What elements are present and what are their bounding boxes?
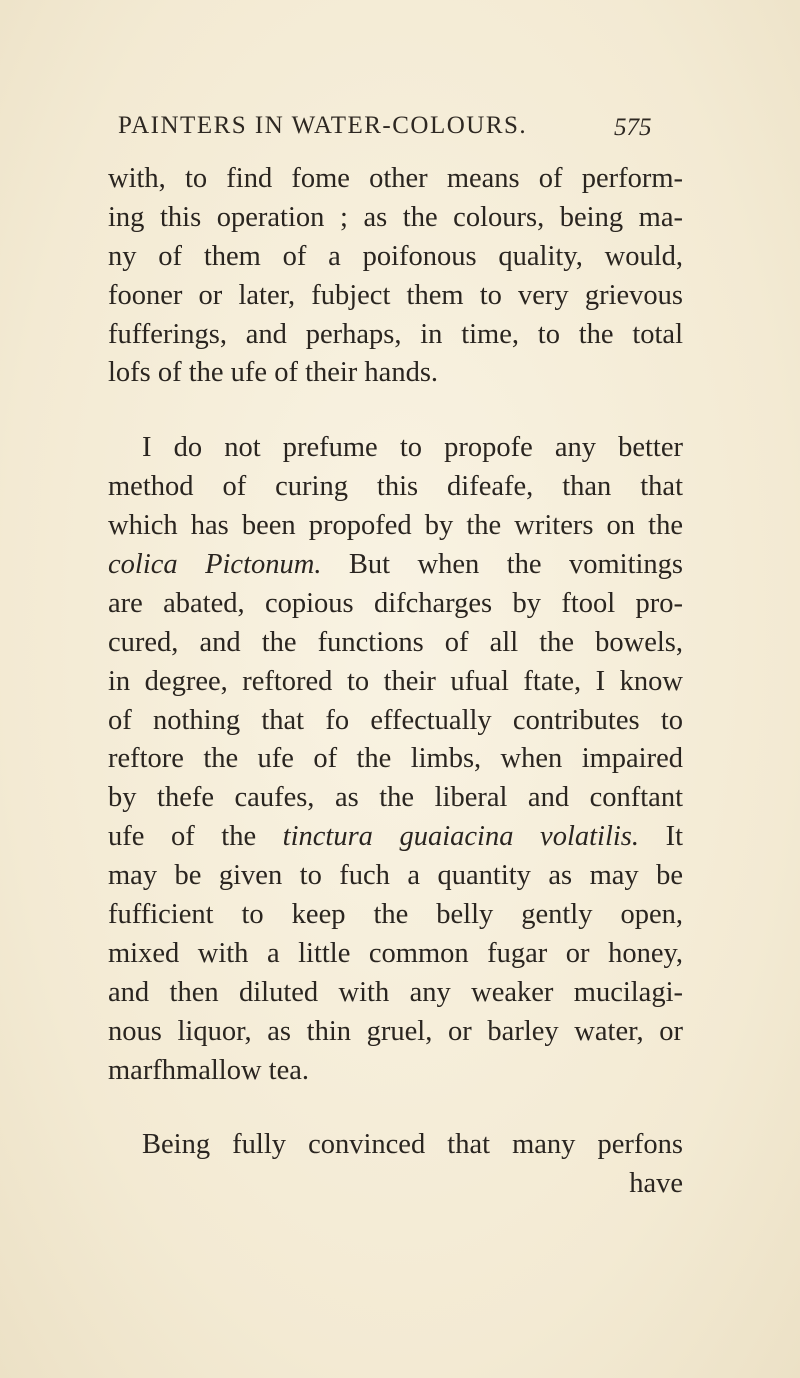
text-line: Being fully convinced that many perfons	[142, 1129, 683, 1161]
italic-term: tinctura guaiacina volatilis.	[282, 821, 640, 853]
text-segment: But when the vomitings	[321, 549, 683, 581]
text-line-with-italic	[108, 546, 683, 585]
text-line-with-italic	[108, 818, 683, 857]
running-title: PAINTERS IN WATER-COLOURS.	[118, 112, 528, 139]
text-line: are abated, copious difcharges by ftool pro-	[108, 587, 683, 619]
text-line: lofs of the ufe of their hands.	[108, 357, 439, 389]
text-line: reftore the ufe of the limbs, when impaired	[108, 743, 683, 775]
text-line: method of curing this difeafe, than that	[108, 471, 683, 503]
text-line: in degree, reftored to their ufual ftate, I know	[108, 665, 683, 697]
text-line: ny of them of a poifonous quality, would,	[108, 240, 683, 272]
italic-term: colica Pictonum.	[108, 549, 322, 581]
text-line: fufferings, and perhaps, in time, to the total	[108, 318, 683, 350]
text-line: of nothing that fo effectually contributes to	[108, 704, 683, 736]
text-line: marfhmallow tea.	[108, 1054, 310, 1086]
text-segment: It	[639, 821, 683, 853]
paragraph-gap	[108, 393, 683, 429]
page-number: 575	[614, 114, 652, 141]
paragraph-gap	[108, 1090, 683, 1126]
text-line: by thefe caufes, as the liberal and conftant	[108, 782, 683, 814]
catchword: have	[629, 1168, 683, 1200]
text-line: which has been propofed by the writers on the	[108, 510, 683, 542]
text-line: ing this operation ; as the colours, being ma-	[108, 201, 683, 233]
text-line: with, to find fome other means of perform-	[108, 163, 683, 194]
text-segment: ufe of the	[108, 821, 283, 853]
running-head	[118, 112, 678, 152]
text-line: fufficient to keep the belly gently open,	[108, 899, 683, 931]
text-line: mixed with a little common fugar or honey,	[108, 937, 683, 969]
text-line: nous liquor, as thin gruel, or barley water, or	[108, 1015, 683, 1047]
text-line: fooner or later, fubject them to very grievous	[108, 279, 683, 311]
text-line: I do not prefume to propofe any better	[142, 432, 683, 464]
text-line: and then diluted with any weaker mucilagi-	[108, 976, 683, 1008]
body-text	[108, 160, 683, 1204]
text-line: may be given to fuch a quantity as may be	[108, 860, 683, 892]
text-line: cured, and the functions of all the bowels,	[108, 626, 683, 658]
